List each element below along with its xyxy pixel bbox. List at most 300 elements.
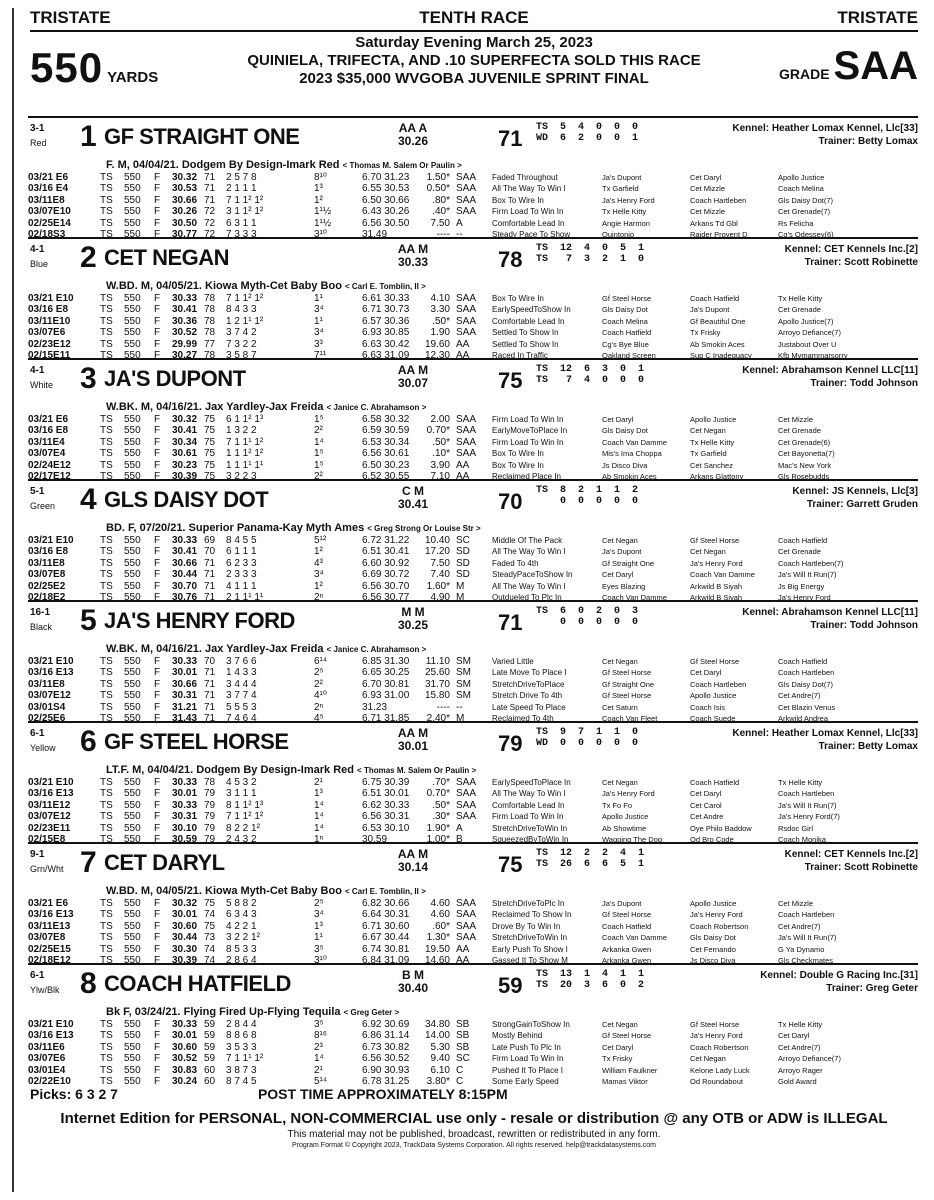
- pp-o2: Ja's Henry Ford: [690, 558, 743, 568]
- pp-gr: SM: [456, 690, 471, 702]
- pp-tm: 6.92 30.69: [362, 1019, 410, 1030]
- pp-o3: Cet Mizzle: [778, 899, 814, 908]
- pp-c: 3 4 4 4: [226, 678, 257, 690]
- odds-value: 5-1: [30, 486, 45, 497]
- pp-dist: 550: [124, 701, 141, 713]
- pp-trk: TS: [100, 350, 113, 362]
- owner: < Carl E. Tomblin, II >: [345, 887, 426, 896]
- pedigree-line: [28, 279, 918, 293]
- saddle-color: Red: [30, 138, 47, 148]
- pp-fin: 1¹: [314, 315, 323, 327]
- pp-cm: Firm Load To Win In: [492, 1054, 564, 1064]
- pp-d: 03/07E6: [28, 1053, 66, 1065]
- pp-fin: 2ⁿ: [314, 701, 324, 713]
- pp-t: 30.26: [172, 206, 198, 218]
- pp-gr: A: [456, 217, 463, 229]
- pp-gr: SM: [456, 678, 471, 690]
- pp-o1: Coach Melina: [602, 316, 648, 326]
- odds-value: 6-1: [30, 728, 45, 739]
- pp-f: F: [154, 580, 161, 592]
- pp-tm: 6.93 31.00: [362, 690, 410, 702]
- pp-o3: Arkwild Andrea: [778, 714, 829, 724]
- pp-f: F: [154, 690, 161, 702]
- pp-gr: SM: [456, 656, 471, 667]
- pp-dist: 550: [124, 194, 141, 206]
- trainer: Trainer: Scott Robinette: [804, 257, 918, 268]
- pp-o2: Arkwild B Siyah: [690, 581, 743, 591]
- pp-dist: 550: [124, 557, 141, 569]
- pp-t: 30.33: [172, 799, 198, 811]
- pp-line: [28, 667, 918, 678]
- pp-gr: SAA: [456, 799, 477, 811]
- pp-d: 03/21 E10: [28, 777, 74, 788]
- pp-d: 03/11E12: [28, 799, 71, 811]
- grade-info: [378, 364, 448, 390]
- pp-f: F: [154, 777, 161, 788]
- post-position: 7: [80, 846, 97, 879]
- pp-c: 2 1 1 1: [226, 183, 257, 195]
- entry-header: [28, 360, 918, 400]
- trainer: Trainer: Garrett Gruden: [806, 499, 918, 510]
- pp-d: 03/16 E8: [28, 546, 69, 558]
- pp-w: 72: [204, 229, 216, 241]
- kennel: Kennel: Double G Racing Inc.[31]: [760, 970, 918, 981]
- pp-o1: Coach Van Damme: [602, 593, 667, 603]
- owner: < Janice C. Abrahamson >: [326, 403, 427, 412]
- pp-o2: Ja's Henry Ford: [690, 910, 743, 920]
- pp-tm: 6.73 30.82: [362, 1041, 410, 1053]
- track-left: TRISTATE: [30, 8, 111, 27]
- pp-d: 02/23E11: [28, 822, 71, 834]
- pp-fin: 1³: [314, 920, 323, 932]
- pp-w: 75: [204, 459, 216, 471]
- past-performances: [28, 414, 918, 482]
- pp-t: 30.52: [172, 327, 198, 339]
- pp-cm: Pushed It To Place I: [492, 1065, 564, 1075]
- pp-w: 70: [204, 546, 216, 558]
- pp-cm: All The Way To Win I: [492, 789, 566, 799]
- pp-t: 30.66: [172, 557, 198, 569]
- pp-od: ----: [436, 701, 450, 713]
- pp-gr: SM: [456, 667, 471, 679]
- pp-o2: Cet Carol: [690, 800, 722, 810]
- pp-w: 79: [204, 834, 216, 846]
- race-grade: [779, 44, 918, 89]
- saddle-color: Blue: [30, 259, 49, 269]
- pp-f: F: [154, 217, 161, 229]
- pp-cm: StretchDriveToPlace: [492, 679, 565, 689]
- pp-o2: Arkans Glattony: [690, 472, 744, 482]
- pp-od: 0.50*: [426, 183, 450, 195]
- pp-line: [28, 414, 918, 425]
- pp-cm: Box To Wire In: [492, 449, 544, 459]
- pp-d: 03/11E6: [28, 1041, 65, 1053]
- pp-t: 30.77: [172, 229, 198, 241]
- pp-f: F: [154, 1064, 161, 1076]
- pp-line: [28, 218, 918, 229]
- pp-gr: SAA: [456, 194, 477, 206]
- dog-name: COACH HATFIELD: [104, 971, 291, 996]
- pp-o3: Cet Grenade: [778, 305, 821, 315]
- pp-fin: 3⁴: [314, 909, 324, 921]
- kennel: Kennel: Heather Lomax Kennel, Llc[33]: [732, 728, 918, 739]
- pp-dist: 550: [124, 448, 141, 460]
- pp-od: 19.50: [424, 943, 450, 955]
- odds-value: 4-1: [30, 365, 45, 376]
- pp-o3: Tx Helle Kitty: [778, 294, 823, 303]
- pp-od: 19.60: [424, 338, 450, 350]
- pp-trk: TS: [100, 471, 113, 483]
- pp-t: 30.33: [172, 535, 198, 546]
- pp-dist: 550: [124, 811, 141, 823]
- pp-fin: 2¹: [314, 1064, 323, 1076]
- pp-d: 02/18E12: [28, 955, 71, 967]
- pp-fin: 2⁵: [314, 898, 324, 909]
- pp-line: [28, 800, 918, 811]
- pp-dist: 550: [124, 822, 141, 834]
- pp-w: 79: [204, 822, 216, 834]
- pp-c: 5 5 5 3: [226, 701, 257, 713]
- pp-dist: 550: [124, 1041, 141, 1053]
- pp-line: [28, 932, 918, 943]
- record-stats: TS 12 4 0 5 1 TS 7 3 2 1 0: [536, 243, 645, 265]
- pp-tm: 6.84 31.09: [362, 955, 410, 967]
- pp-t: 30.01: [172, 1030, 198, 1042]
- pp-w: 71: [204, 580, 216, 592]
- pp-d: 02/15E11: [28, 350, 71, 362]
- pp-w: 71: [204, 183, 216, 195]
- pp-t: 30.34: [172, 436, 198, 448]
- pp-d: 03/16 E13: [28, 788, 74, 800]
- pp-dist: 550: [124, 955, 141, 967]
- pp-cm: Comfortable Lead In: [492, 218, 565, 228]
- pp-line: [28, 656, 918, 667]
- pp-f: F: [154, 834, 161, 846]
- pp-tm: 6.67 30.44: [362, 932, 410, 944]
- pp-t: 30.52: [172, 1053, 198, 1065]
- pp-fin: 6¹⁴: [314, 656, 328, 667]
- pp-c: 2 5 7 8: [226, 172, 257, 183]
- grade-info: [378, 969, 448, 995]
- pp-trk: TS: [100, 667, 113, 679]
- speed-rating: 71: [498, 126, 523, 151]
- pp-o3: Tx Helle Kitty: [778, 778, 823, 787]
- pp-o3: Justabout Over U: [778, 339, 837, 349]
- pp-fin: 4³: [314, 557, 323, 569]
- pp-o1: Coach Van Damme: [602, 933, 667, 943]
- pp-c: 7 1 1² 1²: [226, 811, 264, 823]
- owner: < Carl E. Tomblin, II >: [345, 282, 426, 291]
- pp-f: F: [154, 909, 161, 921]
- pp-c: 3 2 2 1²: [226, 932, 260, 944]
- pp-f: F: [154, 293, 161, 304]
- best-time: 30.26: [397, 134, 429, 148]
- pp-fin: 1¹½: [314, 217, 332, 229]
- pp-cm: Firm Load To Win In: [492, 415, 564, 424]
- pp-c: 2 3 3 3: [226, 569, 257, 581]
- pp-cm: Box To Wire In: [492, 460, 544, 470]
- pedigree: W.BD. M, 04/05/21. Kiowa Myth-Cet Baby Boo: [106, 280, 342, 292]
- pp-o1: Gf Straight One: [602, 558, 655, 568]
- dog-name: JA'S HENRY FORD: [104, 608, 295, 633]
- pp-o3: Gold Award: [778, 1077, 817, 1087]
- pp-tm: 6.57 30.36: [362, 315, 410, 327]
- pp-cm: Settled To Show In: [492, 339, 559, 349]
- pp-dist: 550: [124, 304, 141, 316]
- pp-f: F: [154, 315, 161, 327]
- pp-t: 30.66: [172, 194, 198, 206]
- pp-od: .80*: [432, 194, 450, 206]
- pp-d: 03/11E8: [28, 557, 65, 569]
- pp-tm: 6.50 30.66: [362, 194, 410, 206]
- pp-f: F: [154, 701, 161, 713]
- pedigree-line: [28, 1005, 918, 1019]
- connections: [742, 364, 918, 390]
- pp-w: 71: [204, 592, 216, 604]
- pp-line: [28, 304, 918, 315]
- pp-o1: Coach Van Damme: [602, 437, 667, 447]
- distance-value: 550: [30, 44, 104, 91]
- pp-trk: TS: [100, 569, 113, 581]
- pp-dist: 550: [124, 229, 141, 241]
- entry-header: [28, 965, 918, 1005]
- pp-gr: AA: [456, 955, 470, 967]
- track-right: TRISTATE: [837, 8, 918, 27]
- pp-fin: 8¹⁶: [314, 1030, 328, 1042]
- pp-fin: 5¹²: [314, 535, 327, 546]
- dog-name: JA'S DUPONT: [104, 366, 246, 391]
- pp-gr: C: [456, 1076, 464, 1088]
- pp-tm: 30.59: [362, 834, 388, 846]
- pp-gr: C: [456, 1064, 464, 1076]
- pp-dist: 550: [124, 909, 141, 921]
- pp-w: 72: [204, 206, 216, 218]
- pp-f: F: [154, 448, 161, 460]
- pp-t: 30.50: [172, 217, 198, 229]
- pp-dist: 550: [124, 592, 141, 604]
- pp-tm: 6.52 30.55: [362, 471, 410, 483]
- race-program-page: [12, 8, 926, 1192]
- pp-o1: Cet Daryl: [602, 570, 634, 580]
- saddle-color: White: [30, 380, 54, 390]
- pp-o2: Coach Isis: [690, 702, 726, 712]
- pp-c: 6 1 1² 1³: [226, 414, 264, 425]
- saddle-color: Green: [30, 501, 56, 511]
- pp-o3: Cg's Odessey(6): [778, 230, 834, 240]
- pp-o3: Cet Mizzle: [778, 415, 814, 424]
- pp-trk: TS: [100, 1076, 113, 1088]
- pp-dist: 550: [124, 569, 141, 581]
- pp-dist: 550: [124, 1053, 141, 1065]
- pp-o1: Coach Van Fleet: [602, 714, 658, 724]
- pp-od: 15.80: [424, 690, 450, 702]
- morning-line: [30, 122, 80, 150]
- pp-od: 31.70: [424, 678, 450, 690]
- pp-o2: Apollo Justice: [690, 415, 737, 424]
- grade-line: AA M: [397, 242, 429, 256]
- kennel: Kennel: Abrahamson Kennel LLC[11]: [742, 607, 918, 618]
- pp-d: 03/16 E4: [28, 183, 69, 195]
- pp-gr: SAA: [456, 811, 477, 823]
- pp-fin: 2²: [314, 678, 323, 690]
- grade-value: SAA: [833, 44, 918, 88]
- grade-line: AA M: [397, 363, 429, 377]
- pp-tm: 6.56 30.77: [362, 592, 410, 604]
- pp-w: 71: [204, 667, 216, 679]
- pp-d: 03/21 E6: [28, 414, 69, 425]
- pp-trk: TS: [100, 799, 113, 811]
- pp-t: 30.41: [172, 546, 198, 558]
- pp-w: 79: [204, 788, 216, 800]
- pp-fin: 5¹⁴: [314, 1076, 328, 1088]
- speed-rating: 78: [498, 247, 523, 272]
- pp-c: 3 2 2 3: [226, 471, 257, 483]
- pp-trk: TS: [100, 206, 113, 218]
- pp-gr: SD: [456, 569, 470, 581]
- pp-w: 75: [204, 425, 216, 437]
- past-performances: [28, 777, 918, 845]
- pp-tm: 6.50 30.23: [362, 459, 410, 471]
- pp-o3: Coach Hartleben: [778, 789, 835, 799]
- pp-gr: SD: [456, 546, 470, 558]
- pp-d: 03/11E13: [28, 920, 71, 932]
- pp-cm: EarlySpeedToPlace In: [492, 778, 571, 787]
- pp-gr: AA: [456, 338, 470, 350]
- owner: < Thomas M. Salem Or Paulin >: [342, 161, 462, 170]
- pp-line: [28, 569, 918, 580]
- pp-cm: Box To Wire In: [492, 195, 544, 205]
- pp-f: F: [154, 592, 161, 604]
- pp-line: [28, 183, 918, 194]
- pp-gr: SAA: [456, 304, 477, 316]
- pp-gr: --: [456, 701, 463, 713]
- trainer: Trainer: Todd Johnson: [810, 378, 918, 389]
- grade-line: AA M: [397, 726, 429, 740]
- pp-t: 30.60: [172, 920, 198, 932]
- pp-od: 7.40: [430, 569, 450, 581]
- dog-name: GF STEEL HORSE: [104, 729, 289, 754]
- pp-trk: TS: [100, 701, 113, 713]
- pedigree: W.BD. M, 04/05/21. Kiowa Myth-Cet Baby Boo: [106, 885, 342, 897]
- pp-f: F: [154, 172, 161, 183]
- pp-f: F: [154, 304, 161, 316]
- pp-o1: Cet Negan: [602, 536, 638, 545]
- pp-fin: 3⁵: [314, 943, 324, 955]
- pp-c: 4 2 2 1: [226, 920, 257, 932]
- pp-tm: 6.56 30.50: [362, 217, 410, 229]
- entry-block: [28, 116, 918, 240]
- pp-od: .10*: [432, 448, 450, 460]
- pp-line: [28, 1065, 918, 1076]
- pp-o2: Cet Negan: [690, 547, 726, 557]
- owner: < Greg Strong Or Louise Str >: [367, 524, 481, 533]
- pp-d: 02/25E6: [28, 713, 66, 725]
- pp-dist: 550: [124, 943, 141, 955]
- pp-trk: TS: [100, 304, 113, 316]
- pp-c: 8 8 6 8: [226, 1030, 257, 1042]
- pp-c: 6 1 1 1: [226, 546, 257, 558]
- pp-cm: Reclaimed To 4th: [492, 714, 554, 724]
- speed-rating: 59: [498, 973, 523, 998]
- pp-od: 2.00: [430, 414, 450, 425]
- header-topline: [30, 8, 918, 32]
- pp-o3: Cet Grenade: [778, 547, 821, 557]
- pp-o3: Coach Hartleben(7): [778, 558, 844, 568]
- pp-f: F: [154, 799, 161, 811]
- trainer: Trainer: Todd Johnson: [810, 620, 918, 631]
- pp-o1: Mamas Viktor: [602, 1077, 648, 1087]
- pp-tm: 6.59 30.59: [362, 425, 410, 437]
- pp-c: 8 5 3 3: [226, 943, 257, 955]
- pp-c: 4 5 3 2: [226, 777, 257, 788]
- saddle-color: Ylw/Blk: [30, 985, 60, 995]
- pp-dist: 550: [124, 471, 141, 483]
- pp-o3: Js Big Energy: [778, 581, 825, 591]
- pp-c: 3 5 8 7: [226, 350, 257, 362]
- pp-gr: M: [456, 592, 465, 604]
- saddle-color: Black: [30, 622, 53, 632]
- pp-o2: Tx Frisky: [690, 328, 721, 338]
- pp-tm: 6.72 31.22: [362, 535, 410, 546]
- pedigree: W.BK. M, 04/16/21. Jax Yardley-Jax Freida: [106, 643, 324, 655]
- pp-line: [28, 195, 918, 206]
- record-stats: TS 8 2 1 1 2 0 0 0 0 0: [536, 485, 639, 507]
- pp-w: 60: [204, 1076, 216, 1088]
- race-conditions: [210, 34, 738, 88]
- picks: Picks: 6 3 2 7: [30, 1086, 118, 1102]
- pp-c: 6 3 4 3: [226, 909, 257, 921]
- pp-fin: 3⁵: [314, 1019, 324, 1030]
- pp-o2: Coach Robertson: [690, 921, 749, 931]
- pp-w: 70: [204, 656, 216, 667]
- morning-line: [30, 606, 80, 634]
- pp-line: [28, 944, 918, 955]
- pp-trk: TS: [100, 315, 113, 327]
- pp-fin: 4¹⁰: [314, 690, 327, 702]
- pp-trk: TS: [100, 943, 113, 955]
- grade-info: [378, 606, 448, 632]
- best-time: 30.07: [397, 376, 429, 390]
- connections: [732, 122, 918, 148]
- pp-o1: Cet Saturn: [602, 702, 638, 712]
- pp-gr: SAA: [456, 448, 477, 460]
- pp-tm: 6.58 30.32: [362, 414, 410, 425]
- pp-dist: 550: [124, 1064, 141, 1076]
- pp-od: 1.90: [430, 327, 450, 339]
- pp-o1: Gf Steel Horse: [602, 668, 652, 678]
- entry-block: [28, 721, 918, 845]
- odds-value: 3-1: [30, 123, 45, 134]
- pp-gr: SAA: [456, 777, 477, 788]
- legal-notice: Internet Edition for PERSONAL, NON-COMMERCIAL use only - resale or distribution @ any OTB or ADW is ILLEGAL: [60, 1110, 888, 1127]
- speed-rating: 75: [498, 852, 523, 877]
- pp-t: 30.41: [172, 425, 198, 437]
- pp-f: F: [154, 811, 161, 823]
- pp-dist: 550: [124, 535, 141, 546]
- pp-gr: SB: [456, 1019, 470, 1030]
- best-time: 30.41: [397, 497, 429, 511]
- pp-line: [28, 460, 918, 471]
- pp-o2: Tx Garfield: [690, 449, 727, 459]
- pp-fin: 7¹¹: [314, 350, 327, 362]
- pp-d: 02/25E15: [28, 943, 71, 955]
- pp-o2: Cet Negan: [690, 426, 726, 436]
- pp-t: 30.10: [172, 822, 198, 834]
- pp-o3: Cet Andre(7): [778, 921, 821, 931]
- pp-w: 71: [204, 194, 216, 206]
- morning-line: [30, 364, 80, 392]
- pp-gr: AA: [456, 943, 470, 955]
